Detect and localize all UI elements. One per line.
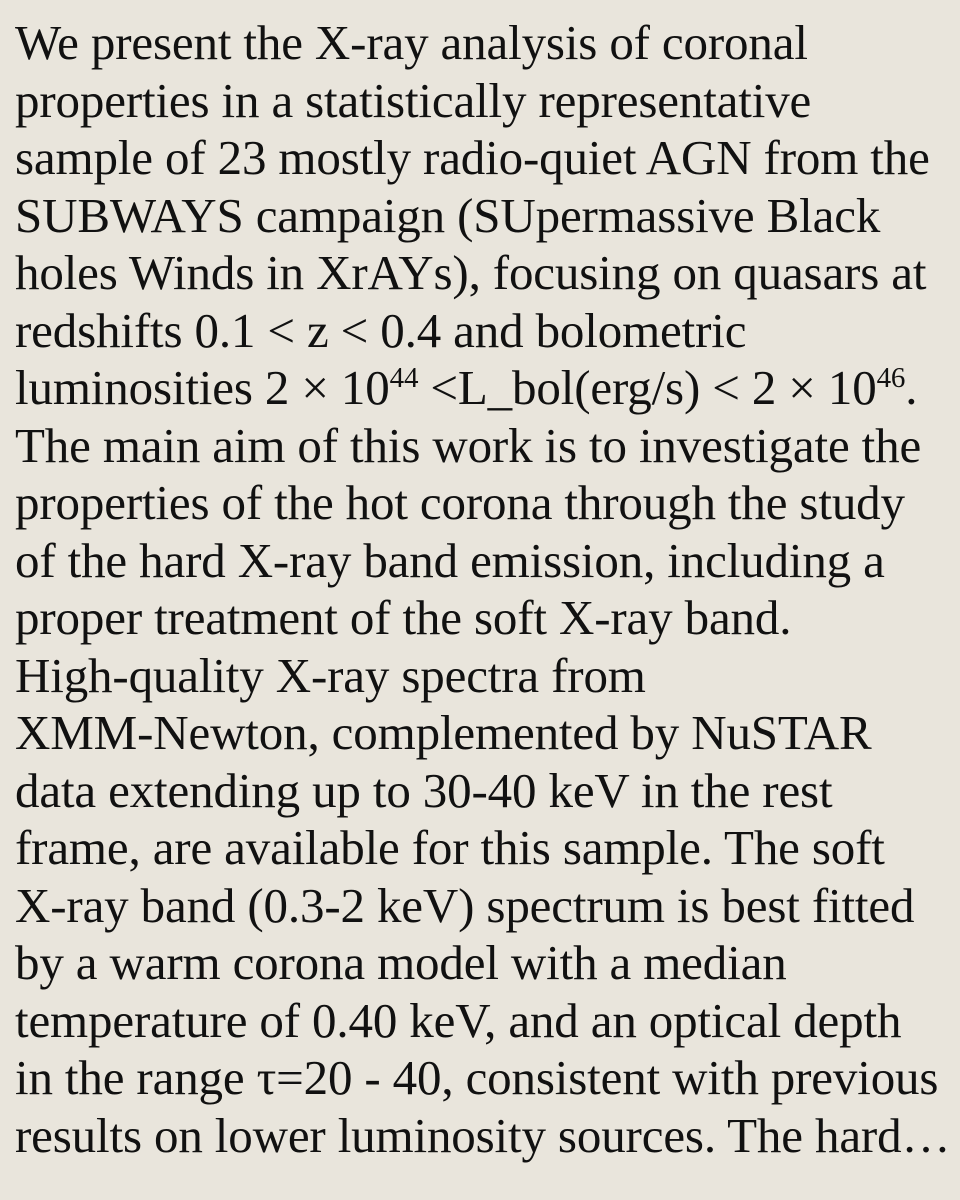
abstract-line: sample of 23 mostly radio-quiet AGN from the [15,130,930,185]
abstract-line: results on lower luminosity sources. The hard… [15,1107,951,1163]
abstract-line: of the hard X-ray band emission, including a [15,532,885,588]
abstract-line: proper treatment of the soft X-ray band. [15,590,792,645]
abstract-line: by a warm corona model with a median [15,935,787,990]
abstract-line: X-ray band (0.3-2 keV) spectrum is best fitted [15,877,915,933]
abstract-line: properties in a statistically representative [15,72,812,128]
exponent-46: 46 [876,362,906,394]
abstract-line: We present the X-ray analysis of coronal [15,15,808,70]
abstract-line: properties of the hot corona through the study [15,475,905,530]
abstract-line: High-quality X-ray spectra from [15,647,646,703]
luminosity-middle: <L_bol(erg/s) < 2 × 10 [418,360,877,415]
abstract-line: XMM-Newton, complemented by NuSTAR [15,705,872,760]
luminosity-suffix: . [905,360,918,415]
abstract-line: holes Winds in XrAYs), focusing on quasars at [15,245,927,300]
exponent-44: 44 [389,362,419,394]
abstract-line: SUBWAYS campaign (SUpermassive Black [15,187,881,243]
abstract-line: frame, are available for this sample. The soft [15,820,885,875]
luminosity-line [15,359,960,417]
abstract-line: The main aim of this work is to investigate the [15,417,922,473]
luminosity-prefix: luminosities 2 × 10 [15,360,390,415]
abstract-line: in the range τ=20 - 40, consistent with previous [15,1050,939,1105]
abstract-line: redshifts 0.1 < z < 0.4 and bolometric [15,302,747,358]
abstract-line: data extending up to 30-40 keV in the rest [15,762,833,818]
abstract-line: temperature of 0.40 keV, and an optical depth [15,992,902,1048]
